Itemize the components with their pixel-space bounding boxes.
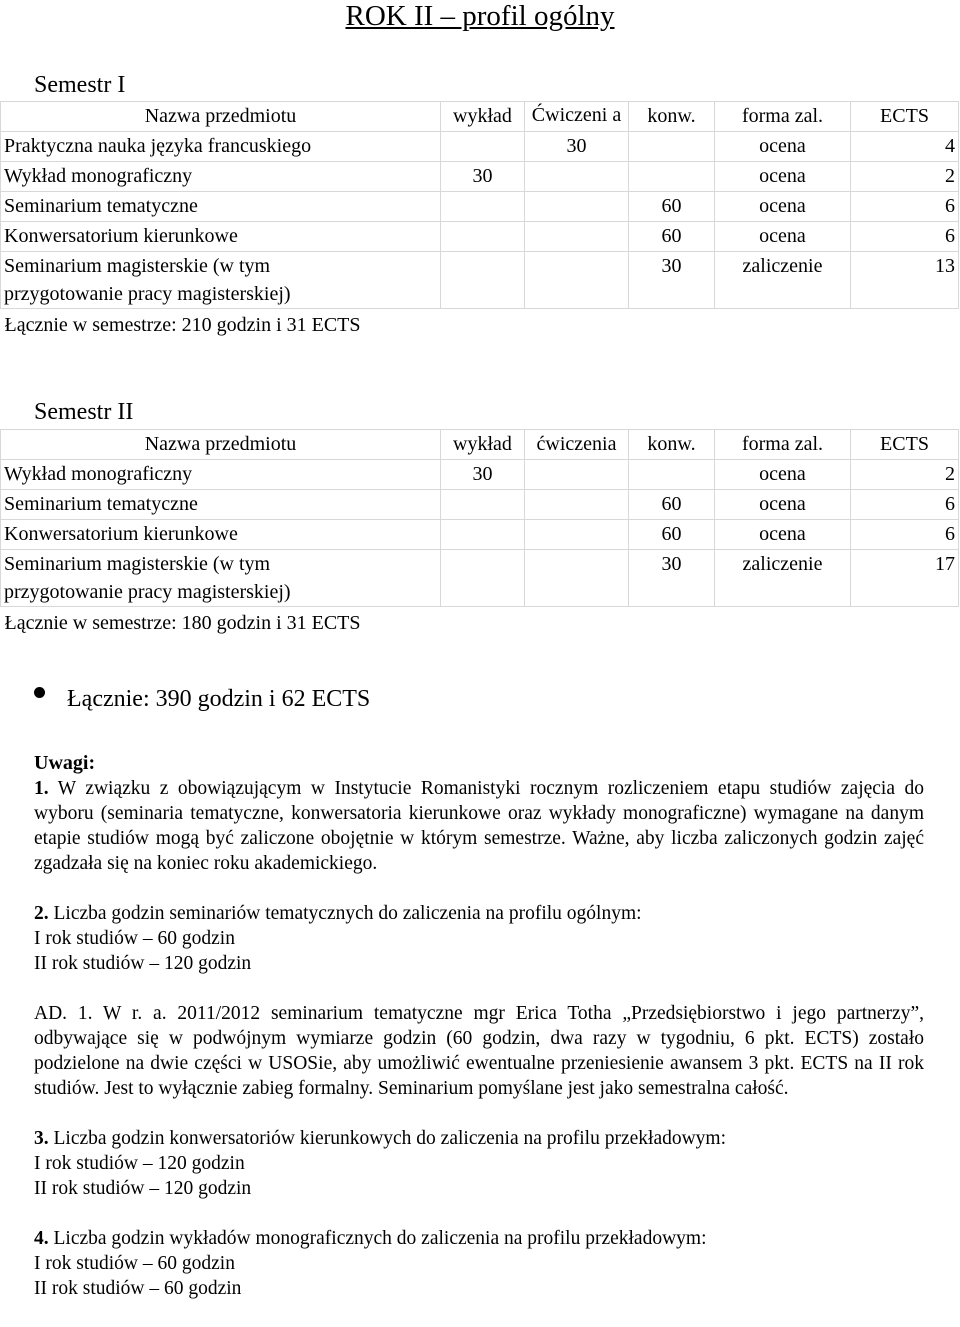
header-cell: ECTS bbox=[851, 430, 959, 460]
form-cell: ocena bbox=[715, 192, 851, 222]
note-text: Liczba godzin seminariów tematycznych do zaliczenia na profilu ogólnym: bbox=[48, 903, 642, 924]
conv-cell: 60 bbox=[629, 490, 715, 520]
note-line: I rok studiów – 60 godzin bbox=[34, 1253, 235, 1274]
ects-cell: 2 bbox=[851, 162, 959, 192]
conv-cell: 60 bbox=[629, 222, 715, 252]
note-text: Liczba godzin konwersatoriów kierunkowych do zaliczenia na profilu przekładowym: bbox=[48, 1128, 727, 1149]
note-ad: AD. 1. W r. a. 2011/2012 seminarium tematyczne mgr Erica Totha „Przedsiębiorstwo i jego partnerzy”, odbywające się w podwójnym wymiarze godzin (60 godzin, dwa razy w tygodniu, 6 pkt. ECTS) zostało podzielone na dwie części w USOSie, aby umożliwić ewentualne przeniesienie awansem 3 pkt. ECTS na II rok studiów. Jest to wyłącznie zabieg formalny. Seminarium pomyślane jest jako semestralna całość. bbox=[34, 1003, 924, 1099]
subject-cell: Konwersatorium kierunkowe bbox=[1, 520, 441, 550]
page-title: ROK II – profil ogólny bbox=[345, 0, 615, 32]
form-cell: zaliczenie bbox=[715, 550, 851, 607]
header-cell: Ćwiczeni a bbox=[525, 102, 629, 132]
note-text: W związku z obowiązującym w Instytucie Romanistyki rocznym rozliczeniem etapu studiów zajęcia do wyboru (seminaria tematyczne, konwersatoria kierunkowe oraz wykłady monograficzne) wymagane na danym etapie studiów mogą być zaliczone obojętnie w którym semestrze. Ważne, aby liczba zaliczonych godzin zajęć zgadzała się na koniec roku akademickiego. bbox=[34, 778, 924, 874]
lecture-cell bbox=[441, 192, 525, 222]
spacer bbox=[34, 1101, 924, 1126]
exercises-cell bbox=[525, 490, 629, 520]
conv-cell bbox=[629, 132, 715, 162]
subject-cell: Seminarium magisterskie (w tym przygotowanie pracy magisterskiej) bbox=[1, 550, 441, 607]
note-line: II rok studiów – 120 godzin bbox=[34, 953, 252, 974]
note-4 bbox=[34, 1226, 924, 1251]
exercises-cell bbox=[525, 162, 629, 192]
grand-total-text: Łącznie: 390 godzin i 62 ECTS bbox=[67, 686, 371, 712]
header-cell: forma zal. bbox=[715, 102, 851, 132]
ects-cell: 6 bbox=[851, 192, 959, 222]
header-cell: wykład bbox=[441, 102, 525, 132]
ects-cell: 6 bbox=[851, 520, 959, 550]
note-line: II rok studiów – 120 godzin bbox=[34, 1178, 252, 1199]
header-cell: forma zal. bbox=[715, 430, 851, 460]
form-cell: ocena bbox=[715, 460, 851, 490]
header-cell: ćwiczenia bbox=[525, 430, 629, 460]
table-row bbox=[1, 490, 959, 520]
form-cell: ocena bbox=[715, 222, 851, 252]
semester-1-title: Semestr I bbox=[34, 72, 126, 98]
notes-section bbox=[34, 750, 924, 1301]
subject-cell: Seminarium tematyczne bbox=[1, 490, 441, 520]
exercises-cell bbox=[525, 550, 629, 607]
subject-cell: Konwersatorium kierunkowe bbox=[1, 222, 441, 252]
conv-cell: 60 bbox=[629, 192, 715, 222]
table-row bbox=[1, 550, 959, 607]
semester-1-total: Łącznie w semestrze: 210 godzin i 31 ECTS bbox=[4, 314, 361, 336]
exercises-cell bbox=[525, 520, 629, 550]
lecture-cell bbox=[441, 490, 525, 520]
note-number: 2. bbox=[34, 903, 49, 924]
exercises-cell bbox=[525, 222, 629, 252]
semester-total-row bbox=[1, 607, 959, 639]
conv-cell bbox=[629, 460, 715, 490]
header-cell: Nazwa przedmiotu bbox=[1, 430, 441, 460]
ects-cell: 2 bbox=[851, 460, 959, 490]
subject-cell: Seminarium tematyczne bbox=[1, 192, 441, 222]
table-row bbox=[1, 132, 959, 162]
header-cell: wykład bbox=[441, 430, 525, 460]
lecture-cell bbox=[441, 252, 525, 309]
table-row bbox=[1, 252, 959, 309]
lecture-cell bbox=[441, 222, 525, 252]
note-number: 1. bbox=[34, 778, 49, 799]
note-line: I rok studiów – 120 godzin bbox=[34, 1153, 245, 1174]
note-number: 3. bbox=[34, 1128, 49, 1149]
form-cell: ocena bbox=[715, 520, 851, 550]
lecture-cell bbox=[441, 550, 525, 607]
semester-total-row bbox=[1, 309, 959, 341]
header-cell: ECTS bbox=[851, 102, 959, 132]
lecture-cell bbox=[441, 132, 525, 162]
lecture-cell bbox=[441, 520, 525, 550]
semester-2-table bbox=[0, 429, 959, 638]
form-cell: zaliczenie bbox=[715, 252, 851, 309]
grand-total bbox=[34, 684, 370, 714]
note-3 bbox=[34, 1126, 924, 1151]
spacer bbox=[34, 876, 924, 901]
table-row bbox=[1, 520, 959, 550]
subject-cell: Wykład monograficzny bbox=[1, 460, 441, 490]
table-header-row bbox=[1, 430, 959, 460]
note-line: I rok studiów – 60 godzin bbox=[34, 928, 235, 949]
exercises-cell bbox=[525, 460, 629, 490]
exercises-cell bbox=[525, 192, 629, 222]
conv-cell: 60 bbox=[629, 520, 715, 550]
header-cell: konw. bbox=[629, 102, 715, 132]
header-cell: konw. bbox=[629, 430, 715, 460]
form-cell: ocena bbox=[715, 162, 851, 192]
subject-cell: Seminarium magisterskie (w tym przygotowanie pracy magisterskiej) bbox=[1, 252, 441, 309]
table-row bbox=[1, 162, 959, 192]
notes-heading: Uwagi: bbox=[34, 752, 96, 774]
semester-1-table bbox=[0, 101, 959, 340]
form-cell: ocena bbox=[715, 132, 851, 162]
bullet-icon bbox=[34, 687, 45, 698]
header-cell: Nazwa przedmiotu bbox=[1, 102, 441, 132]
ects-cell: 13 bbox=[851, 252, 959, 309]
ects-cell: 4 bbox=[851, 132, 959, 162]
note-text: Liczba godzin wykładów monograficznych do zaliczenia na profilu przekładowym: bbox=[48, 1228, 707, 1249]
ects-cell: 17 bbox=[851, 550, 959, 607]
subject-cell: Wykład monograficzny bbox=[1, 162, 441, 192]
table-row bbox=[1, 222, 959, 252]
conv-cell: 30 bbox=[629, 550, 715, 607]
ects-cell: 6 bbox=[851, 222, 959, 252]
semester-2-total: Łącznie w semestrze: 180 godzin i 31 ECTS bbox=[4, 612, 361, 634]
form-cell: ocena bbox=[715, 490, 851, 520]
conv-cell: 30 bbox=[629, 252, 715, 309]
exercises-cell: 30 bbox=[525, 132, 629, 162]
note-line: II rok studiów – 60 godzin bbox=[34, 1278, 242, 1299]
note-1 bbox=[34, 776, 924, 876]
subject-cell: Praktyczna nauka języka francuskiego bbox=[1, 132, 441, 162]
spacer bbox=[34, 1201, 924, 1226]
table-row bbox=[1, 460, 959, 490]
conv-cell bbox=[629, 162, 715, 192]
ects-cell: 6 bbox=[851, 490, 959, 520]
note-number: 4. bbox=[34, 1228, 49, 1249]
table-row bbox=[1, 192, 959, 222]
table-header-row bbox=[1, 102, 959, 132]
semester-2-title: Semestr II bbox=[34, 399, 134, 425]
note-2 bbox=[34, 901, 924, 926]
lecture-cell: 30 bbox=[441, 162, 525, 192]
exercises-cell bbox=[525, 252, 629, 309]
spacer bbox=[34, 976, 924, 1001]
lecture-cell: 30 bbox=[441, 460, 525, 490]
